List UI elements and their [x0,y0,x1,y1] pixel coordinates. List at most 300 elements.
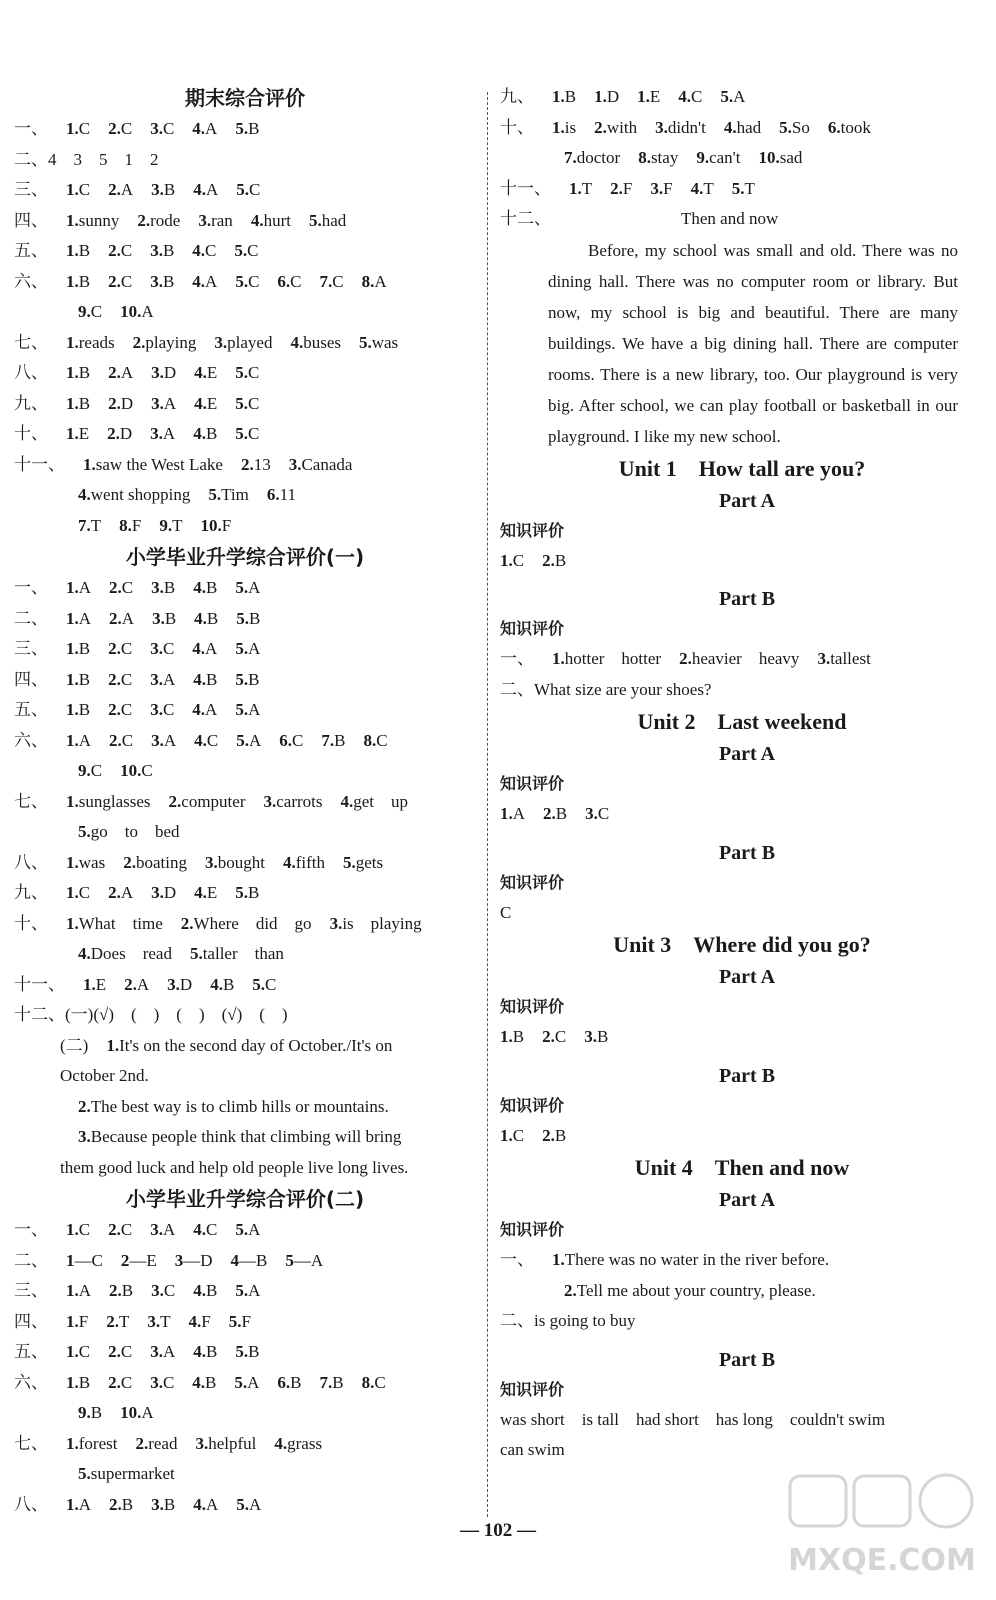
item-number: 1. [66,424,79,443]
answer-item [108,670,132,689]
answer-item [500,1410,885,1429]
item-number: 3. [150,1342,163,1361]
item-number: 3. [152,608,165,628]
item-answer: B [248,883,260,902]
section-label: 知识评价 [500,872,565,892]
item-number: 3. [150,700,163,719]
item-number: 5. [720,87,734,106]
answer-line [14,145,476,176]
answer-item [500,179,551,198]
item-number: 2. [564,1280,577,1300]
answer-item [14,119,48,138]
item-answer: F [131,515,142,535]
item-number: 4. [210,974,223,994]
answer-item [193,180,218,199]
answer-line [14,1368,476,1399]
item-answer: C [162,1372,175,1392]
answer-text: 五、 [14,1342,48,1361]
answer-item [500,1027,524,1046]
item-number: 5. [252,974,266,994]
answer-item [14,1495,48,1514]
answer-line [500,1022,970,1053]
answer-item [500,1311,636,1330]
item-number: 2. [109,1494,122,1514]
item-answer: C [247,241,259,260]
item-number: 1. [552,1250,565,1269]
item-number: 2 [120,1250,130,1270]
item-answer: A [78,730,92,750]
answer-item [205,853,265,872]
section-label: 知识评价 [500,520,565,540]
essay-heading [500,204,970,235]
item-number: 5. [235,271,249,291]
answer-item [564,1281,816,1300]
item-answer: C [376,730,388,750]
answer-item [14,670,48,689]
answer-item [66,241,90,260]
item-number: 6. [277,1372,291,1392]
item-answer: B [205,669,218,689]
item-answer: C [120,639,133,658]
item-answer: A [162,1220,176,1239]
answer-item [14,609,48,628]
item-answer: F [663,178,673,198]
item-answer: —B [239,1250,268,1270]
item-number: 4. [194,883,207,902]
answer-item [14,578,48,597]
item-number: 3. [151,578,164,597]
item-number: 1. [66,700,79,719]
item-number: 1. [66,883,79,902]
item-answer: Because people think that climbing will bring [90,1127,402,1146]
item-answer: B [78,363,91,382]
item-number: 3. [150,1220,163,1239]
item-answer: C [78,1342,91,1361]
answer-item [78,1097,389,1116]
answer-item [267,485,296,504]
answer-line [14,1000,476,1031]
item-number: 3. [204,852,218,872]
answer-item [194,609,218,628]
answer-text: them good luck and help old people live long lives. [60,1157,409,1177]
item-number: 5. [235,883,249,902]
answer-line [500,1306,970,1337]
answer-item [181,914,312,933]
answer-text: 八、 [14,363,48,382]
item-answer: B [162,271,175,291]
answer-item [235,639,260,658]
answer-text: 二、 [14,608,48,628]
item-answer: —C [74,1250,103,1270]
item-answer: C [120,1372,133,1392]
answer-item [150,424,175,443]
answer-line [14,1459,476,1490]
item-answer: sunny [78,210,120,230]
item-answer: A [78,1281,92,1300]
item-answer: A [162,669,176,689]
item-answer: F [622,178,633,198]
answer-item [362,272,387,291]
answer-line [14,1246,476,1277]
answer-text: 八、 [14,852,48,872]
answer-item [14,455,65,474]
answer-item [175,1251,213,1270]
answer-item [151,363,176,382]
item-answer: is [564,117,577,137]
item-answer: E [649,87,661,106]
item-number: 5. [235,424,249,443]
item-number: 2. [542,1125,555,1145]
item-number: 2. [108,1220,121,1239]
answer-item [78,822,180,841]
item-number: 3. [817,649,831,668]
answer-item [500,1440,565,1459]
answer-item [236,180,260,199]
item-number: 5 [285,1250,294,1270]
answer-text: 七、 [14,332,48,352]
answer-item [151,578,175,597]
answer-line [14,1307,476,1338]
answer-line [500,644,970,675]
answer-line [14,480,476,511]
answer-item [542,1027,566,1046]
answer-item [108,119,132,138]
answer-text: 十一、 [14,974,65,994]
answer-item [569,179,592,198]
answer-text: 十、 [500,117,534,137]
item-answer: hotter hotter [564,649,662,668]
answer-item [14,1220,48,1239]
answer-line [14,1061,476,1092]
item-number: 1. [66,1494,79,1514]
answer-item [159,516,182,535]
part-title: Part A [718,1189,776,1211]
item-number: 2. [109,730,122,750]
answer-item [124,975,149,994]
item-number: 3. [150,639,163,658]
item-number: 1. [66,363,79,382]
item-answer: stay [650,148,679,167]
answer-item [500,1250,534,1269]
answer-item [235,1281,260,1300]
answer-item [192,1373,216,1392]
item-number: 2. [107,424,120,443]
item-number: 3. [585,804,598,823]
item-answer: C [332,271,344,291]
item-number: 9. [78,302,91,321]
item-answer: C [290,271,302,291]
answer-line [500,143,970,174]
answer-item [66,272,90,291]
item-number: 5. [78,1464,91,1483]
answer-text: 二、 [14,1250,48,1270]
answer-line [14,634,476,665]
item-answer: computer [181,791,246,811]
answer-item [78,302,102,321]
item-number: 10. [200,515,222,535]
item-answer: Tell me about your country, please. [576,1280,816,1300]
item-answer: E [206,363,218,382]
item-number: 4. [193,669,206,689]
spacer [500,576,970,584]
item-number: 3. [167,974,180,994]
answer-text: 七、 [14,1433,48,1453]
item-number: 6. [266,485,280,504]
item-answer: B [162,241,175,260]
answer-item [151,883,176,902]
item-answer: C [120,1220,133,1239]
item-answer: B [78,639,91,658]
item-answer: A [120,363,134,382]
item-number: 9. [78,1403,91,1422]
answer-line [14,450,476,481]
answer-line [14,1398,476,1429]
answer-item [66,1220,90,1239]
item-number: 2. [610,178,623,198]
item-answer: C [78,1220,91,1239]
item-number: 1. [500,1125,513,1145]
answer-item [201,516,232,535]
item-answer: C [162,700,175,719]
item-answer: C [120,271,133,291]
item-number: 4. [192,639,206,658]
item-answer: B [206,608,219,628]
item-answer: C [90,761,103,780]
item-number: 7. [564,148,577,167]
item-number: 5. [236,1494,249,1514]
answer-item [152,609,176,628]
answer-item [321,731,345,750]
item-number: 4. [193,578,206,597]
item-answer: B [205,424,218,443]
answer-line [500,1121,970,1152]
item-number: 10. [120,302,142,321]
item-number: 1. [66,1220,79,1239]
item-answer: B [205,1281,218,1300]
answer-item [285,1251,323,1270]
item-number: 7. [78,515,91,535]
answer-line [14,939,476,970]
answer-line [14,1092,476,1123]
answer-item [108,1342,132,1361]
answer-item [108,272,132,291]
answer-item [194,731,218,750]
answer-item [66,363,90,382]
part-title: Part A [718,489,776,512]
item-answer: A [205,180,219,199]
answer-item [66,670,90,689]
answer-item [235,700,260,719]
answer-item [236,731,261,750]
answer-item [195,1434,256,1453]
answer-item [66,883,90,902]
answer-item [194,394,217,413]
answer-text: 四、 [14,1311,48,1331]
item-answer: buses [303,332,341,352]
item-answer: sad [779,148,803,167]
answer-item [235,578,260,597]
item-number: 2. [106,1311,119,1331]
item-answer: C [78,180,91,199]
item-number: 7. [321,730,335,750]
item-number: 3 [174,1250,184,1270]
item-answer: bought [217,852,265,872]
answer-text: 一、 [500,649,534,668]
item-answer: B [554,1125,567,1145]
answer-line [14,1122,476,1153]
answer-item [14,241,48,260]
item-number: 1. [66,271,79,291]
item-answer: was [371,332,399,352]
answer-item [552,1250,829,1269]
item-number: 1. [594,87,607,106]
section-label: 知识评价 [500,1220,565,1239]
answer-item [108,1220,132,1239]
answer-item [594,87,619,106]
answer-item [828,118,871,137]
item-number: 4. [192,119,206,138]
answer-item [309,211,346,230]
answer-item [66,211,119,230]
item-answer: A [78,1494,92,1514]
answer-item [120,1403,154,1422]
item-answer: A [78,608,92,628]
item-answer: D [606,87,620,106]
item-answer: C [163,1281,176,1300]
item-number: 2. [108,363,121,382]
item-number: 10. [120,761,142,780]
item-answer: C [120,700,133,719]
answer-item [14,883,48,902]
item-answer: B [555,804,568,823]
answer-text: 一、 [14,119,48,138]
answer-text: 二、What size are your shoes? [500,679,712,699]
answer-item [151,1281,175,1300]
item-number: 4. [192,271,206,291]
answer-item [14,731,48,750]
answer-item [235,394,259,413]
answer-item [252,975,276,994]
item-number: 2. [137,210,151,230]
item-answer: helpful [208,1433,257,1453]
answer-item [234,241,258,260]
part-title: Part B [718,1348,776,1371]
answer-item [500,87,534,106]
item-answer: A [205,700,218,719]
item-number: 4. [188,1311,202,1331]
item-answer: So [791,117,810,137]
item-answer: reads [78,332,115,352]
item-number: 7. [319,1372,333,1392]
item-answer: played [227,332,273,352]
item-answer: B [334,730,346,750]
answer-item [66,578,91,597]
answer-item [106,1312,129,1331]
item-number: 1. [66,1372,79,1392]
item-answer: A [78,578,92,597]
item-answer: carrots [276,791,323,811]
answer-item [193,1281,217,1300]
item-answer: B [222,974,235,994]
item-answer: heavier heavy [691,649,800,668]
item-number: 1. [66,393,79,413]
answer-item [109,1281,133,1300]
essay-title: Then and now [681,209,779,228]
answer-item [192,241,216,260]
item-number: 5. [235,119,249,138]
item-number: 2. [108,180,121,199]
answer-item [108,700,132,719]
item-number: 5. [189,944,203,963]
item-answer: There was no water in the river before. [564,1250,830,1269]
item-answer: A [205,639,218,658]
item-number: 5. [234,241,248,260]
item-number: 4. [193,1342,206,1361]
item-answer: C [248,393,260,413]
item-number: 4. [193,1281,206,1300]
answer-item [758,148,802,167]
answer-text: 十二、(一)(√) ( ) ( ) (√) ( ) [14,1005,288,1024]
item-number: 8. [363,730,377,750]
answer-text: 二、4 3 5 1 2 [14,149,159,169]
left-column [14,82,476,1520]
answer-line [14,787,476,818]
item-answer: supermarket [90,1464,175,1483]
answer-item [167,975,192,994]
answer-item [779,118,810,137]
item-answer: A [248,1220,261,1239]
answer-text: 四、 [14,210,48,230]
item-answer: A [205,119,218,138]
item-number: 4. [290,332,304,352]
item-answer: E [206,393,218,413]
answer-item [594,118,637,137]
item-answer: B [248,119,260,138]
item-answer: C [512,1125,525,1145]
item-number: 1. [66,1433,79,1453]
answer-line [14,1490,476,1521]
answer-item [552,649,661,668]
answer-item [192,639,217,658]
answer-item [193,670,217,689]
item-answer: A [136,974,150,994]
answer-item [120,302,154,321]
item-number: 1. [66,791,79,811]
answer-text: was short is tall had short has long couldn't swim [500,1409,886,1429]
answer-item [330,914,422,933]
item-answer: F [241,1311,251,1331]
answer-item [720,87,745,106]
item-answer: B [205,578,218,597]
item-answer: took [840,117,871,137]
answer-item [66,609,91,628]
answer-text: 三、 [14,180,48,199]
item-answer: B [512,1027,525,1046]
answer-item [66,700,90,719]
item-answer: C [120,1342,133,1361]
item-number: 1. [637,87,650,106]
section-label: 知识评价 [500,619,565,638]
item-answer: sunglasses [78,791,151,811]
answer-item [343,853,383,872]
answer-item [120,761,153,780]
answer-item [500,680,711,699]
item-answer: Canada [301,454,353,474]
answer-item [234,1373,259,1392]
answer-item [108,394,133,413]
item-answer: T [744,178,755,198]
answer-item [60,1066,149,1085]
